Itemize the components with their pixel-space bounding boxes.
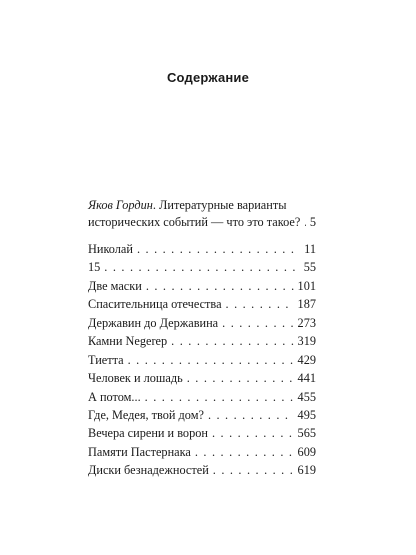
toc-entry <box>88 424 316 442</box>
toc-entry-page: 495 <box>297 407 316 422</box>
dot-leader <box>128 351 294 369</box>
toc-entry <box>88 369 316 387</box>
toc-entry-title: Спасительница отечества <box>88 297 222 312</box>
dot-leader <box>146 277 294 295</box>
intro-page-number: 5 <box>309 215 316 229</box>
dot-leader <box>208 406 294 424</box>
toc-entry <box>88 258 316 276</box>
toc-entry-page: 273 <box>297 315 316 330</box>
toc-entry-page: 619 <box>297 463 316 478</box>
dot-leader <box>213 461 294 479</box>
dot-leader <box>195 443 294 461</box>
toc-entry-page: 429 <box>297 352 316 367</box>
toc-entry-page: 319 <box>297 334 316 349</box>
page-title: Содержание <box>166 70 250 85</box>
toc-entry-title: Державин до Державина <box>88 315 219 330</box>
toc-entry-page: 441 <box>297 371 316 386</box>
intro-title-part2: исторических событий — что это такое? <box>88 215 301 229</box>
toc-entry <box>88 295 316 313</box>
toc-entry-title: Две маски <box>88 278 142 293</box>
toc-entry-title: Николай <box>88 242 133 256</box>
intro-title-part1: . Литературные варианты <box>152 198 287 212</box>
dot-leader <box>187 369 294 387</box>
dot-leader <box>222 314 293 332</box>
dot-leader <box>212 424 294 442</box>
intro-line-2 <box>88 214 316 231</box>
dot-leader <box>171 332 293 350</box>
toc-entry <box>88 388 316 406</box>
dot-leader <box>304 214 306 231</box>
toc-entry <box>88 332 316 350</box>
toc-entry-page: 565 <box>297 426 316 441</box>
toc-entry-title: Памяти Пастернака <box>88 444 191 459</box>
toc-entry <box>88 240 316 258</box>
toc-entry-title: Где, Медея, твой дом? <box>88 407 204 422</box>
toc-entry-title: Человек и лошадь <box>88 371 183 386</box>
toc-entry-title: Диски безнадежностей <box>88 463 209 478</box>
toc-entry-title: Вечера сирени и ворон <box>88 426 208 441</box>
toc-entry-title: 15 <box>88 260 101 275</box>
dot-leader <box>145 388 294 406</box>
toc-entry-page: 55 <box>303 260 316 275</box>
toc-entry <box>88 406 316 424</box>
toc-entry <box>88 443 316 461</box>
toc-entry-page: 455 <box>297 389 316 404</box>
toc-entry <box>88 314 316 332</box>
toc-intro-entry <box>88 197 316 231</box>
toc-entry-title: Тиетта <box>88 352 124 367</box>
toc-entry-page: 187 <box>297 297 316 312</box>
dot-leader <box>104 258 299 276</box>
toc-entry-title: Камни Negerep <box>88 334 168 349</box>
toc-entry-page: 101 <box>297 278 316 293</box>
toc-entry <box>88 277 316 295</box>
toc-list <box>88 240 316 480</box>
toc-entry <box>88 351 316 369</box>
intro-line-1 <box>88 197 316 214</box>
dot-leader <box>137 240 300 258</box>
intro-author: Яков Гордин <box>88 198 153 212</box>
dot-leader <box>226 295 294 313</box>
toc-entry <box>88 461 316 479</box>
toc-entry-page: 11 <box>304 242 316 256</box>
toc-entry-page: 609 <box>297 444 316 459</box>
toc-entry-title: А потом... <box>88 389 141 404</box>
